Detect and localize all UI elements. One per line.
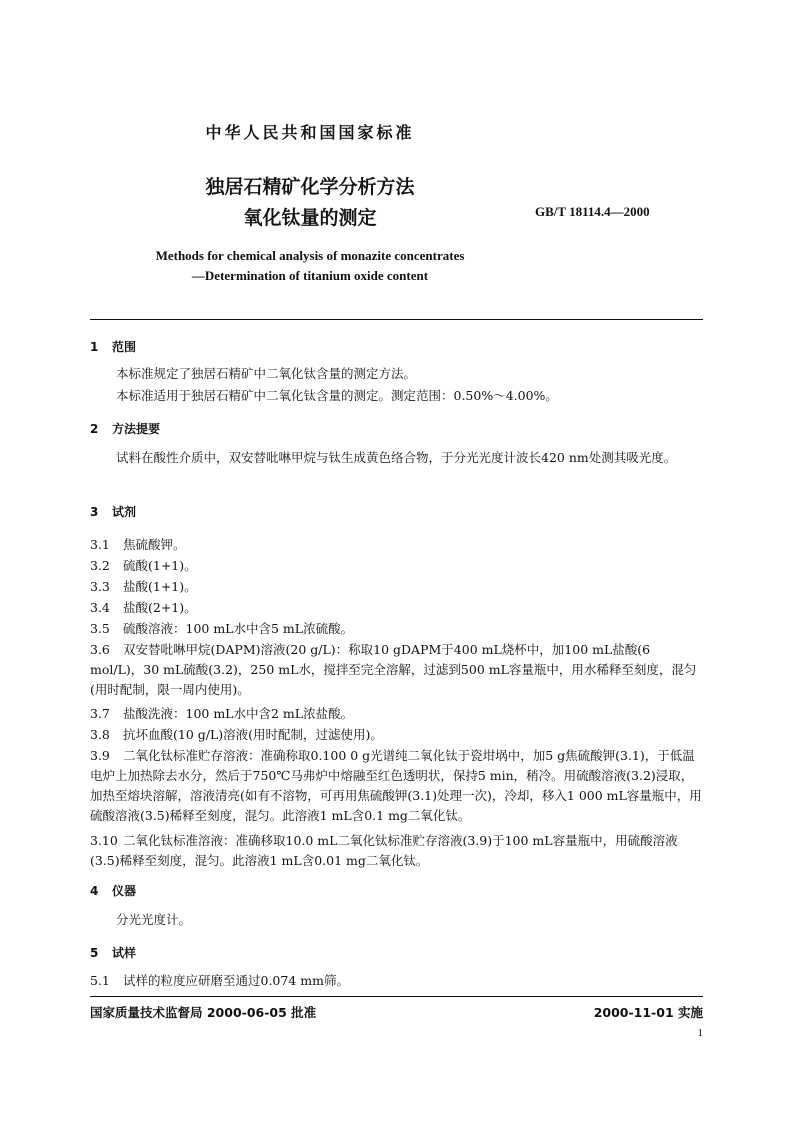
title-line-2: 氧化钛量的测定 [243,207,377,229]
item-text: 双安替吡啉甲烷(DAPM)溶液(20 g/L)：称取10 gDAPM于400 mL烧杯中，加100 mL盐酸(6 mol/L)，30 mL硫酸(3.2)，250 mL水，搅拌至完全溶解，过滤到500 mL容量瓶中，用水稀释至刻度，混匀(用时配制，限一周内使用)。 [90,642,697,697]
english-title-line-2: —Determination of titanium oxide content [191,268,429,283]
implementation-date: 2000-11-01 实施 [593,1005,703,1020]
section-number: 2 [90,422,99,436]
reagent-item [90,619,703,639]
reagent-item [90,640,703,700]
item-number: 3.4 [90,600,110,615]
reagent-item [90,598,703,618]
item-text: 硫酸溶液：100 mL水中含5 mL浓硫酸。 [123,621,354,636]
item-text: 盐酸洗液：100 mL水中含2 mL浓盐酸。 [123,706,354,721]
item-number: 3.10 [90,833,118,848]
section-number: 4 [90,884,99,898]
item-text: 硫酸(1+1)。 [123,558,197,573]
standard-number: GB/T 18114.4—2000 [535,204,650,219]
reagent-item [90,725,703,745]
section-2-heading [90,420,160,437]
section-1-heading [90,338,136,355]
section-title: 范围 [112,340,137,354]
section-2-paragraph-1: 试料在酸性介质中，双安替吡啉甲烷与钛生成黄色络合物，于分光光度计波长420 nm处测其吸光度。 [116,450,677,465]
section-1-paragraph-1: 本标准规定了独居石精矿中二氧化钛含量的测定方法。 [116,366,417,381]
section-4-heading [90,882,136,899]
item-number: 3.7 [90,706,110,721]
item-text: 二氧化钛标准贮存溶液：准确称取0.100 0 g光谱纯二氧化钛于瓷坩埚中，加5 g焦硫酸钾(3.1)，于低温电炉上加热除去水分，然后于750℃马弗炉中熔融至红色透明状，保持5 min，稍冷。用硫酸溶液(3.2)浸取，加热至熔块溶解，溶液清亮(如有不溶物，可再用焦硫酸钾(3.1)处理一次)，冷却，移入1 000 mL容量瓶中，用硫酸溶液(3.5)稀释至刻度，混匀。此溶液1 mL含0.1 mg二氧化钛。 [90,748,702,823]
item-number: 3.5 [90,621,110,636]
item-number: 3.6 [90,642,110,657]
section-title: 方法提要 [112,422,161,436]
item-number: 3.9 [90,748,110,763]
page-number: 1 [697,1027,703,1039]
item-number: 5.1 [90,973,110,988]
english-title-line-1: Methods for chemical analysis of monazite concentrates [155,248,465,263]
item-number: 3.1 [90,537,110,552]
section-3-heading [90,503,136,520]
section-4-paragraph-1: 分光光度计。 [116,912,192,927]
header-divider [90,319,703,320]
title-line-1: 独居石精矿化学分析方法 [205,176,415,198]
section-title: 试样 [112,946,137,960]
section-number: 1 [90,340,99,354]
section-title: 仪器 [112,884,137,898]
reagent-item [90,831,703,871]
item-text: 试样的粒度应研磨至通过0.074 mm筛。 [123,973,349,988]
item-text: 焦硫酸钾。 [123,537,186,552]
item-text: 抗坏血酸(10 g/L)溶液(用时配制，过滤使用)。 [123,727,383,742]
item-text: 盐酸(1+1)。 [123,579,197,594]
item-text: 二氧化钛标准溶液：准确移取10.0 mL二氧化钛标准贮存溶液(3.9)于100 mL容量瓶中，用硫酸溶液(3.5)稀释至刻度，混匀。此溶液1 mL含0.01 mg二氧化钛。 [90,833,678,868]
item-number: 3.3 [90,579,110,594]
section-number: 3 [90,505,99,519]
reagent-item [90,535,703,555]
reagent-item [90,556,703,576]
section-number: 5 [90,946,99,960]
item-number: 3.8 [90,727,110,742]
national-standard-label: 中华人民共和国国家标准 [205,123,415,142]
footer-divider [90,996,703,997]
reagent-item [90,704,703,724]
reagent-item [90,577,703,597]
item-number: 3.2 [90,558,110,573]
section-5-heading [90,944,136,961]
section-title: 试剂 [112,505,137,519]
sample-item [90,971,703,991]
approval-note: 国家质量技术监督局 2000-06-05 批准 [90,1005,317,1020]
reagent-item [90,746,703,826]
item-text: 盐酸(2+1)。 [123,600,197,615]
section-1-paragraph-2: 本标准适用于独居石精矿中二氧化钛含量的测定。测定范围：0.50%～4.00%。 [116,388,558,403]
